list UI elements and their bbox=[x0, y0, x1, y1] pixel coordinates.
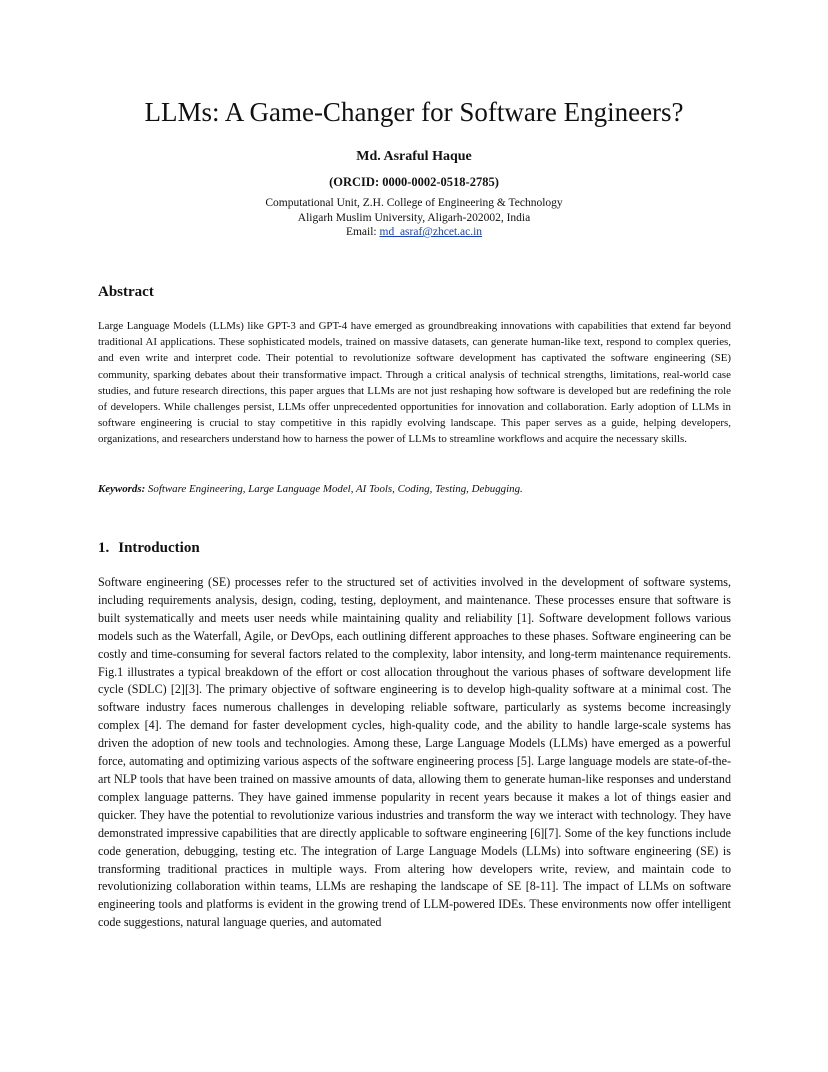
keywords bbox=[98, 481, 731, 497]
author-orcid: (ORCID: 0000-0002-0518-2785) bbox=[329, 175, 499, 189]
affiliation-line: Computational Unit, Z.H. College of Engineering & Technology bbox=[265, 197, 563, 209]
keywords-text: Software Engineering, Large Language Model, AI Tools, Coding, Testing, Debugging. bbox=[145, 483, 523, 495]
author-name: Md. Asraful Haque bbox=[356, 149, 472, 164]
email-label: Email: bbox=[345, 226, 380, 238]
abstract-heading: Abstract bbox=[98, 284, 154, 300]
email-line bbox=[0, 225, 828, 240]
affiliation-line: Aligarh Muslim University, Aligarh-202002, India bbox=[297, 211, 531, 224]
section-title: Introduction bbox=[118, 540, 200, 556]
keywords-label: Keywords: bbox=[98, 483, 146, 495]
affiliation-block bbox=[0, 196, 828, 240]
section-heading-introduction bbox=[98, 539, 200, 557]
section-number: 1. bbox=[98, 540, 110, 556]
paper-title: LLMs: A Game-Changer for Software Engineers? bbox=[144, 97, 684, 127]
introduction-text: Software engineering (SE) processes refer to the structured set of activities involved in the development of software systems, including requirements analysis, design, coding, testing, deployment, and maintenance. These processes ensure that software is built systematically and meets user needs while maintaining quality and reliability [1]. Software development follows various models such as the Waterfall, Agile, or DevOps, each outlining different approaches to these phases. Software engineering can be costly and time-consuming for several factors related to the complexity, labor intensity, and long-term maintenance requirements. Fig.1 illustrates a typical breakdown of the effort or cost allocation throughout the various phases of software development life cycle (SDLC) [2][3]. The primary objective of software engineering is to develop high-quality software at a minimal cost. The software industry faces numerous challenges in developing reliable software, particularly as systems become increasingly complex [4]. The demand for faster development cycles, high-quality code, and the ability to handle large-scale systems has driven the adoption of new tools and technologies. Among these, Large Language Models (LLMs) have emerged as a powerful force, automating and optimizing various aspects of the software engineering process [5]. Large language models are state-of-the-art NLP tools that have been trained on massive amounts of data, allowing them to generate human-like responses and understand complex language patterns. They have gained immense popularity in recent years because it makes a lot of things easier and quicker. They have the potential to revolutionize various industries and transform the way we interact with technology. They have demonstrated impressive capabilities that are directly applicable to software engineering [6][7]. Some of the key functions include code generation, debugging, testing etc. The integration of Large Language Models (LLMs) into software engineering (SE) is transforming traditional practices in multiple ways. From altering how developers write, review, and maintain code to revolutionizing collaboration within teams, LLMs are reshaping the landscape of SE [8-11]. The impact of LLMs on software engineering tools and platforms is evident in the growing trend of LLM-powered IDEs. These environments now offer intelligent code suggestions, natural language queries, and automated bbox=[98, 575, 731, 930]
abstract-text: Large Language Models (LLMs) like GPT-3 and GPT-4 have emerged as groundbreaking innovations with capabilities that extend far beyond traditional AI applications. These sophisticated models, trained on massive datasets, can generate human-like text, respond to complex queries, and even write and interpret code. Their potential to revolutionize software development has captivated the software engineering (SE) community, sparking debates about their transformative impact. Through a critical analysis of technical strengths, limitations, real-world case studies, and future research directions, this paper argues that LLMs are not just reshaping how software is developed but are redefining the role of developers. While challenges persist, LLMs offer unprecedented opportunities for innovation and collaboration. Early adoption of LLMs in software engineering is crucial to stay competitive in this rapidly evolving landscape. This paper serves as a guide, helping developers, organizations, and researchers understand how to harness the power of LLMs to streamline workflows and acquire the necessary skills. bbox=[98, 320, 731, 446]
email-link[interactable]: md_asraf@zhcet.ac.in bbox=[379, 226, 483, 238]
